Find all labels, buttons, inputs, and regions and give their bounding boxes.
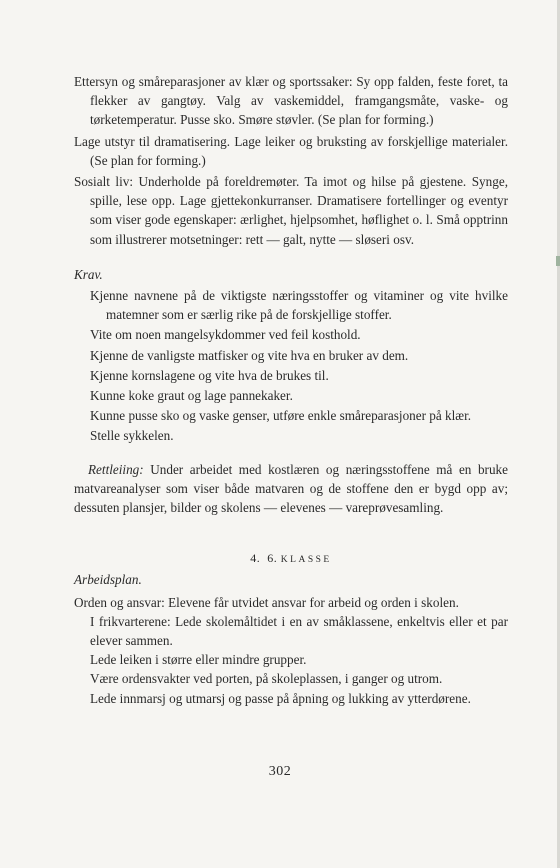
- page-number: 302: [268, 764, 292, 779]
- arbeidsplan-item: Lede leiken i større eller mindre grupper.: [90, 652, 307, 668]
- section-number: 4.: [250, 551, 261, 566]
- krav-item: Kunne koke graut og lage pannekaker.: [90, 388, 293, 404]
- krav-item: Kunne pusse sko og vaske genser, utføre enkle småreparasjoner på klær.: [90, 408, 472, 424]
- section-grade: 6.: [267, 551, 278, 566]
- krav-heading: Krav.: [74, 266, 103, 282]
- arbeidsplan-item: Lede innmarsj og utmarsj og passe på åpning og lukking av ytterdørene.: [90, 690, 471, 706]
- rettleiing-text: Under arbeidet med kostlæren og næringsstoffene må en bruke matvareanalyser som viser både matvaren og de stoffene den er bygd opp av; dessuten plansjer, bilder og skolens — elevenes — vareprøvesamling.: [74, 461, 508, 516]
- krav-item: Stelle sykkelen.: [90, 428, 174, 444]
- arbeidsplan-heading: Arbeidsplan.: [74, 572, 142, 588]
- section-word: KLASSE: [280, 555, 332, 566]
- paragraph-utstyr: Lage utstyr til dramatisering. Lage leiker og bruksting av forskjellige materialer. (Se plan for forming.): [74, 133, 508, 168]
- paragraph-sosialt-liv: Sosialt liv: Underholde på foreldremøter. Ta imot og hilse på gjestene. Synge, spille, lese opp. Lage gjettekonkurranser. Dramatisere fortellinger og eventyr som viser gode egenskaper: ærlighet, hjelpsomhet, høflighet o. l. Små opptrinn som illustrerer motsetninger: rett — galt, nytte — sløseri osv.: [74, 174, 508, 247]
- section-title: [74, 549, 508, 570]
- rettleiing-label: Rettleiing:: [88, 461, 144, 477]
- page-edge-mark: [556, 256, 560, 266]
- krav-item: Kjenne kornslagene og vite hva de brukes til.: [90, 367, 329, 383]
- krav-item: Vite om noen mangelsykdommer ved feil kosthold.: [90, 327, 361, 343]
- arbeidsplan-item: I frikvarterene: Lede skolemåltidet i en av småklassene, enkeltvis eller et par elever sammen.: [90, 613, 508, 649]
- krav-item: Kjenne navnene på de viktigste næringsstoffer og vitaminer og vite hvilke matemner som er særlig rike på de forskjellige stoffer.: [90, 288, 508, 323]
- rettleiing-paragraph: [74, 460, 508, 518]
- krav-item: Kjenne de vanligste matfisker og vite hva en bruker av dem.: [90, 347, 409, 363]
- arbeidsplan-intro: Orden og ansvar: Elevene får utvidet ansvar for arbeid og orden i skolen.: [74, 594, 459, 610]
- body-text: [74, 72, 508, 708]
- paragraph-ettersyn: Ettersyn og småreparasjoner av klær og sportssaker: Sy opp falden, feste foret, ta flekker av gangtøy. Valg av vaskemiddel, framgangsmåte, vaske- og tørketemperatur. Pusse sko. Smøre støvler. (Se plan for forming.): [74, 74, 508, 128]
- arbeidsplan-item: Være ordensvakter ved porten, på skoleplassen, i ganger og utrom.: [90, 671, 443, 687]
